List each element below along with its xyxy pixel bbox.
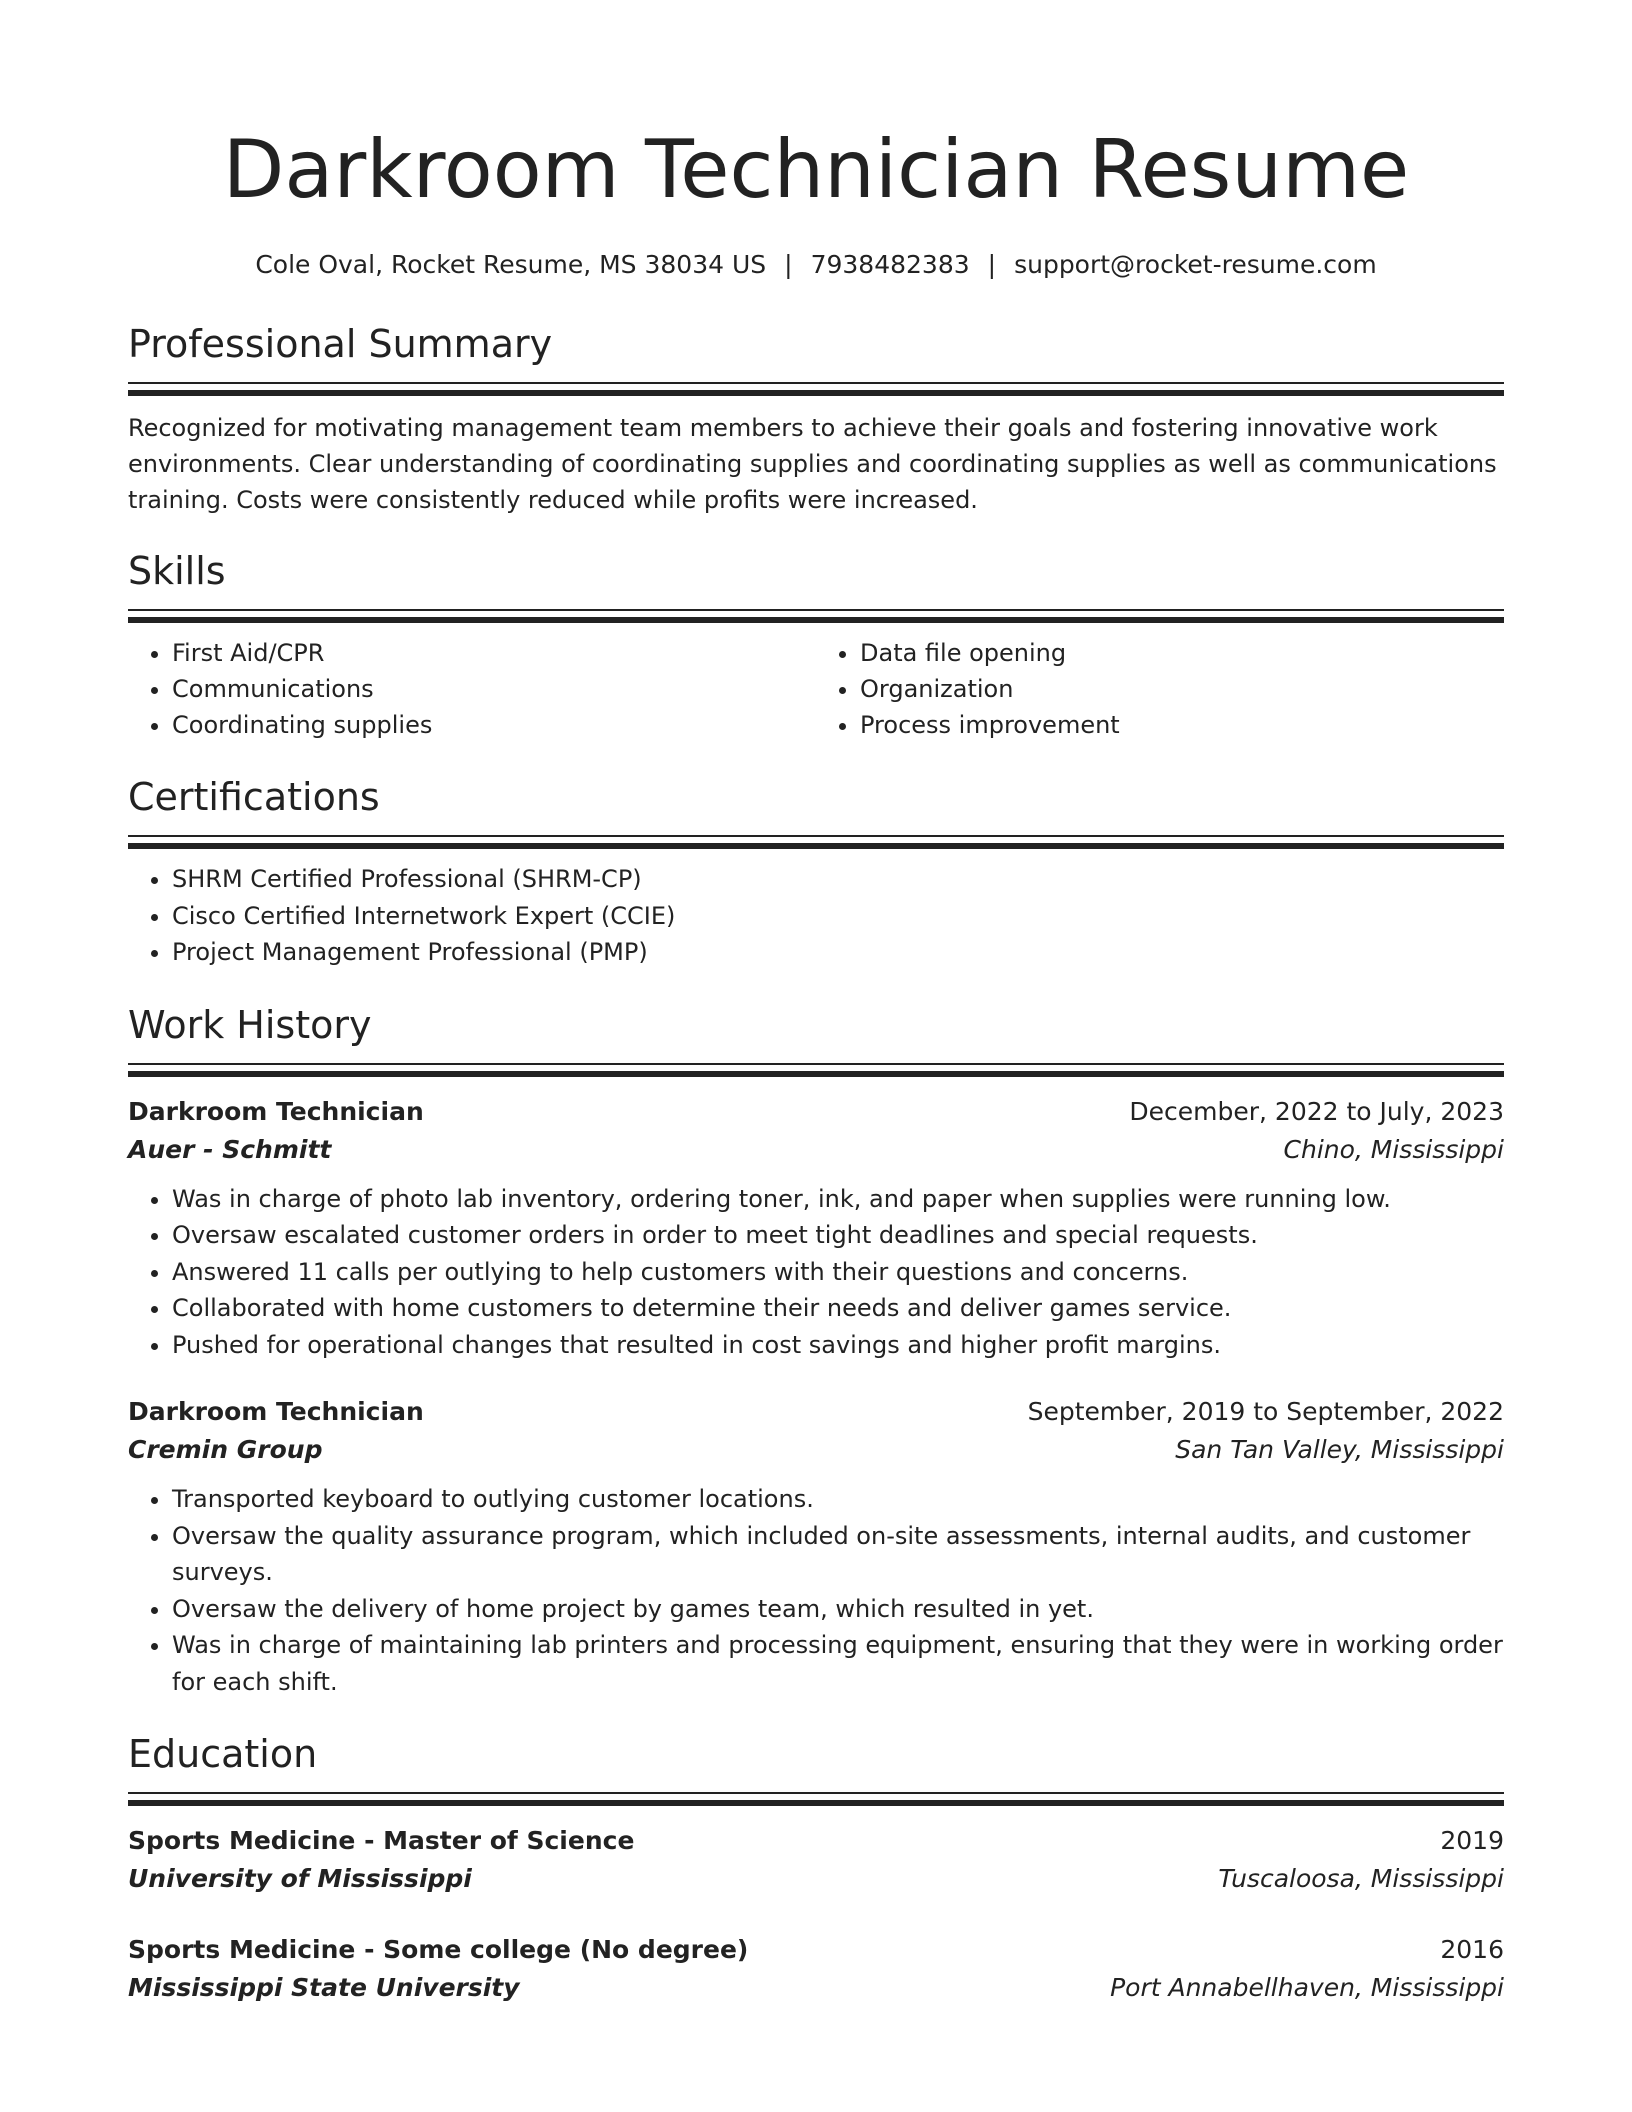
summary-section [128, 320, 1504, 518]
job-bullet: • Oversaw the quality assurance program, which included on-site assessments, internal audits, and customer surveys. [172, 1518, 1504, 1591]
job-company: Auer - Schmitt [128, 1134, 332, 1164]
job-bullet: • Transported keyboard to outlying customer locations. [172, 1481, 1504, 1518]
contact-email: support@rocket-resume.com [1014, 250, 1377, 279]
certifications-section [128, 773, 1504, 971]
job-header [128, 1393, 1504, 1431]
contact-separator: | [987, 250, 997, 279]
resume-title: Darkroom Technician Resume [222, 123, 1410, 216]
certification-item: • Project Management Professional (PMP) [172, 934, 1504, 971]
skills-section [128, 547, 1504, 743]
section-heading-work: Work History [128, 1002, 372, 1047]
skills-list-left [128, 635, 816, 743]
certification-item: • SHRM Certified Professional (SHRM-CP) [172, 861, 1504, 898]
job-header [128, 1093, 1504, 1131]
skill-item: • First Aid/CPR [172, 635, 816, 671]
education-degree: Sports Medicine - Some college (No degree) [128, 1935, 749, 1964]
education-year: 2019 [1440, 1826, 1504, 1855]
job-bullets [128, 1181, 1504, 1364]
skill-item: • Communications [172, 671, 816, 707]
job-bullets [128, 1481, 1504, 1700]
job-entry [128, 1093, 1504, 1364]
education-school: University of Mississippi [128, 1864, 472, 1893]
education-section [128, 1730, 1504, 2007]
section-heading-education: Education [128, 1732, 318, 1776]
section-divider [128, 609, 1504, 623]
education-subheader [128, 1860, 1504, 1898]
section-divider [128, 835, 1504, 849]
section-divider [128, 1063, 1504, 1077]
education-school: Mississippi State University [128, 1973, 520, 2002]
certification-item: • Cisco Certified Internetwork Expert (CCIE) [172, 898, 1504, 935]
section-heading-skills: Skills [128, 549, 226, 593]
skill-item: • Organization [860, 671, 1504, 707]
job-title: Darkroom Technician [128, 1096, 424, 1126]
contact-separator: | [784, 250, 793, 279]
job-bullet: • Collaborated with home customers to determine their needs and deliver games service. [172, 1290, 1504, 1327]
education-location: Tuscaloosa, Mississippi [1218, 1864, 1504, 1893]
job-subheader [128, 1131, 1504, 1169]
skills-list-right [816, 635, 1504, 743]
education-header [128, 1931, 1504, 1969]
job-bullet: • Oversaw escalated customer orders in order to meet tight deadlines and special requests. [172, 1217, 1504, 1254]
skill-item: • Data file opening [860, 635, 1504, 671]
job-bullet: • Was in charge of maintaining lab printers and processing equipment, ensuring that they were in working order for each shift. [172, 1627, 1504, 1700]
section-divider [128, 382, 1504, 396]
education-subheader [128, 1969, 1504, 2007]
education-entry [128, 1822, 1504, 1898]
certifications-list [128, 861, 1504, 971]
job-bullet: • Was in charge of photo lab inventory, ordering toner, ink, and paper when supplies were running low. [172, 1181, 1504, 1218]
education-entry [128, 1931, 1504, 2007]
job-bullet: • Pushed for operational changes that resulted in cost savings and higher profit margins. [172, 1327, 1504, 1364]
job-bullet: • Oversaw the delivery of home project by games team, which resulted in yet. [172, 1591, 1504, 1628]
contact-address: Cole Oval, Rocket Resume, MS 38034 US [255, 250, 767, 279]
job-title: Darkroom Technician [128, 1397, 424, 1426]
skill-item: • Process improvement [860, 707, 1504, 743]
section-divider [128, 1792, 1504, 1806]
job-location: Chino, Mississippi [1283, 1134, 1504, 1164]
contact-phone: 7938482383 [810, 250, 970, 279]
job-company: Cremin Group [128, 1435, 323, 1464]
section-heading-summary: Professional Summary [128, 322, 553, 366]
education-year: 2016 [1440, 1935, 1504, 1964]
section-heading-certifications: Certifications [128, 775, 380, 819]
job-dates: December, 2022 to July, 2023 [1129, 1096, 1504, 1126]
skill-item: • Coordinating supplies [172, 707, 816, 743]
education-degree: Sports Medicine - Master of Science [128, 1826, 635, 1855]
job-subheader [128, 1431, 1504, 1469]
summary-text: Recognized for motivating management team members to achieve their goals and fostering innovative work environments. Clear understanding of coordinating supplies and coordinating supplies as well as communications training. Costs were consistently reduced while profits were increased. [128, 414, 1497, 514]
education-location: Port Annabellhaven, Mississippi [1110, 1973, 1504, 2002]
job-location: San Tan Valley, Mississippi [1175, 1435, 1504, 1464]
education-header [128, 1822, 1504, 1860]
job-entry [128, 1393, 1504, 1700]
skills-grid [128, 635, 1504, 743]
work-section [128, 1001, 1504, 1701]
contact-line [128, 248, 1504, 282]
job-dates: September, 2019 to September, 2022 [1027, 1397, 1504, 1426]
job-bullet: • Answered 11 calls per outlying to help customers with their questions and concerns. [172, 1254, 1504, 1291]
